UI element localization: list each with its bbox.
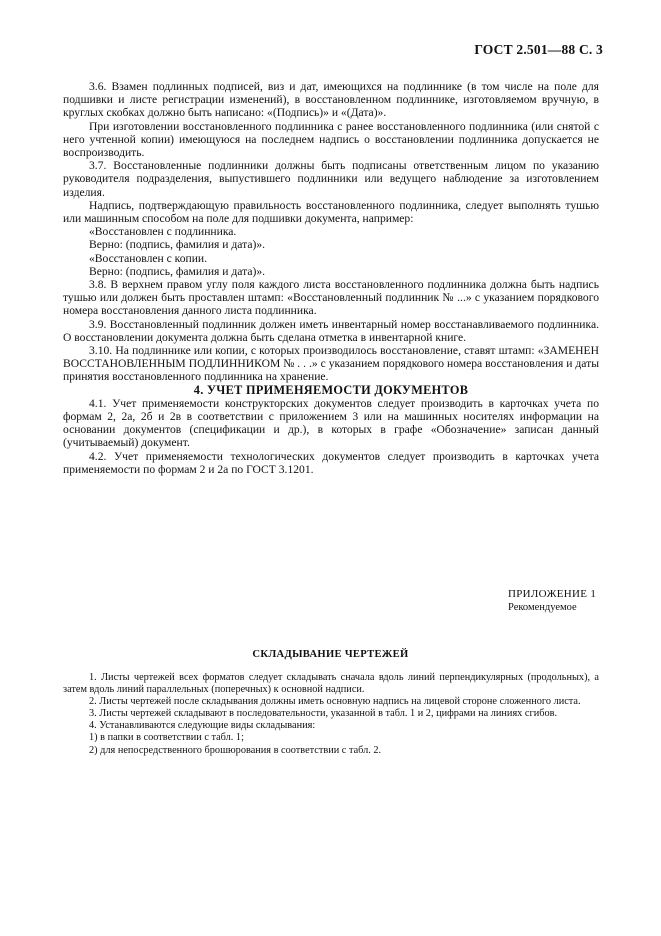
paragraph-3-6: 3.6. Взамен подлинных подписей, виз и дат, имеющихся на подлиннике (в том числе на поле для подшивки и листе регистрации изменений), в восстановленном подлиннике, изготовляемом вручную, в круглых скобках должно быть написано: «(Подпись)» и «(Дата)». bbox=[63, 80, 599, 120]
example-line-1: «Восстановлен с подлинника. bbox=[89, 225, 237, 239]
folding-subitem-2: 2) для непосредственного брошюрования в соответствии с табл. 2. bbox=[89, 744, 382, 756]
paragraph-3-9: 3.9. Восстановленный подлинник должен иметь инвентарный номер восстанавливаемого подлинника. О восстановлении документа должна быть сделана отметка в инвентарной книге. bbox=[63, 317, 599, 344]
folding-item-1: 1. Листы чертежей всех форматов следует складывать сначала вдоль линий перпендикулярных (продольных), а затем вдоль линий параллельных (поперечных) к основной надписи. bbox=[63, 672, 599, 696]
running-header: ГОСТ 2.501—88 С. 3 bbox=[474, 42, 603, 57]
folding-subitem-1: 1) в папки в соответствии с табл. 1; bbox=[89, 732, 244, 744]
paragraph-3-7: 3.7. Восстановленные подлинники должны быть подписаны ответственным лицом по указанию руководителя подразделения, выпустившего подлинники или ведущего наблюдение за изготовлением изделия. bbox=[63, 159, 599, 199]
appendix-status: Рекомендуемое bbox=[508, 602, 577, 613]
folding-item-3: 3. Листы чертежей складывают в последовательности, указанной в табл. 1 и 2, цифрами на линиях сгибов. bbox=[89, 708, 558, 720]
paragraph-3-8: 3.8. В верхнем правом углу поля каждого листа восстановленного подлинника должна быть надпись тушью или должен быть проставлен штамп: «Восстановленный подлинник № ...» с указанием порядкового номера восстановления данного листа подлинника. bbox=[63, 278, 599, 318]
folding-title: СКЛАДЫВАНИЕ ЧЕРТЕЖЕЙ bbox=[252, 649, 409, 660]
folding-item-2: 2. Листы чертежей после складывания должны иметь основную надпись на лицевой стороне сложенного листа. bbox=[89, 696, 581, 708]
main-text bbox=[63, 80, 599, 476]
example-line-2: Верно: (подпись, фамилия и дата)». bbox=[89, 238, 266, 252]
example-line-4: Верно: (подпись, фамилия и дата)». bbox=[89, 264, 266, 278]
appendix-label: ПРИЛОЖЕНИЕ 1 bbox=[508, 588, 597, 600]
section-4-title: 4. УЧЕТ ПРИМЕНЯЕМОСТИ ДОКУМЕНТОВ bbox=[193, 382, 469, 397]
paragraph-3-10: 3.10. На подлиннике или копии, с которых производилось восстановление, ставят штамп: «ЗАМЕНЕН ВОССТАНОВЛЕННЫМ ПОДЛИННИКОМ № . . .» с указанием порядкового номера восстановления и даты принятия восстановленного подлинника на хранение. bbox=[63, 344, 599, 384]
paragraph-3-6-note: При изготовлении восстановленного подлинника с ранее восстановленного подлинника (или снятой с него учтенной копии) имеющуюся на последнем надпись о восстановлении подлинника допускается не воспроизводить. bbox=[63, 119, 599, 160]
paragraph-4-2: 4.2. Учет применяемости технологических документов следует производить в карточках учета применяемости по формам 2 и 2а по ГОСТ 3.1201. bbox=[63, 449, 599, 476]
paragraph-4-1: 4.1. Учет применяемости конструкторских документов следует производить в карточках учета по формам 2, 2а, 2б и 2в в соответствии с приложением 3 или на машинных носителях информации на основании документов (спецификации и др.), в которых в графе «Обозначение» записан данный (учитываемый) документ. bbox=[63, 396, 599, 450]
example-line-3: «Восстановлен с копии. bbox=[89, 251, 208, 265]
folding-item-4: 4. Устанавливаются следующие виды складывания: bbox=[89, 720, 316, 732]
appendix-label-block bbox=[508, 588, 596, 614]
folding-text bbox=[63, 672, 599, 757]
paragraph-3-7-note: Надпись, подтверждающую правильность восстановленного подлинника, следует выполнять тушью или машинным способом на поле для подшивки документа, например: bbox=[63, 198, 599, 226]
